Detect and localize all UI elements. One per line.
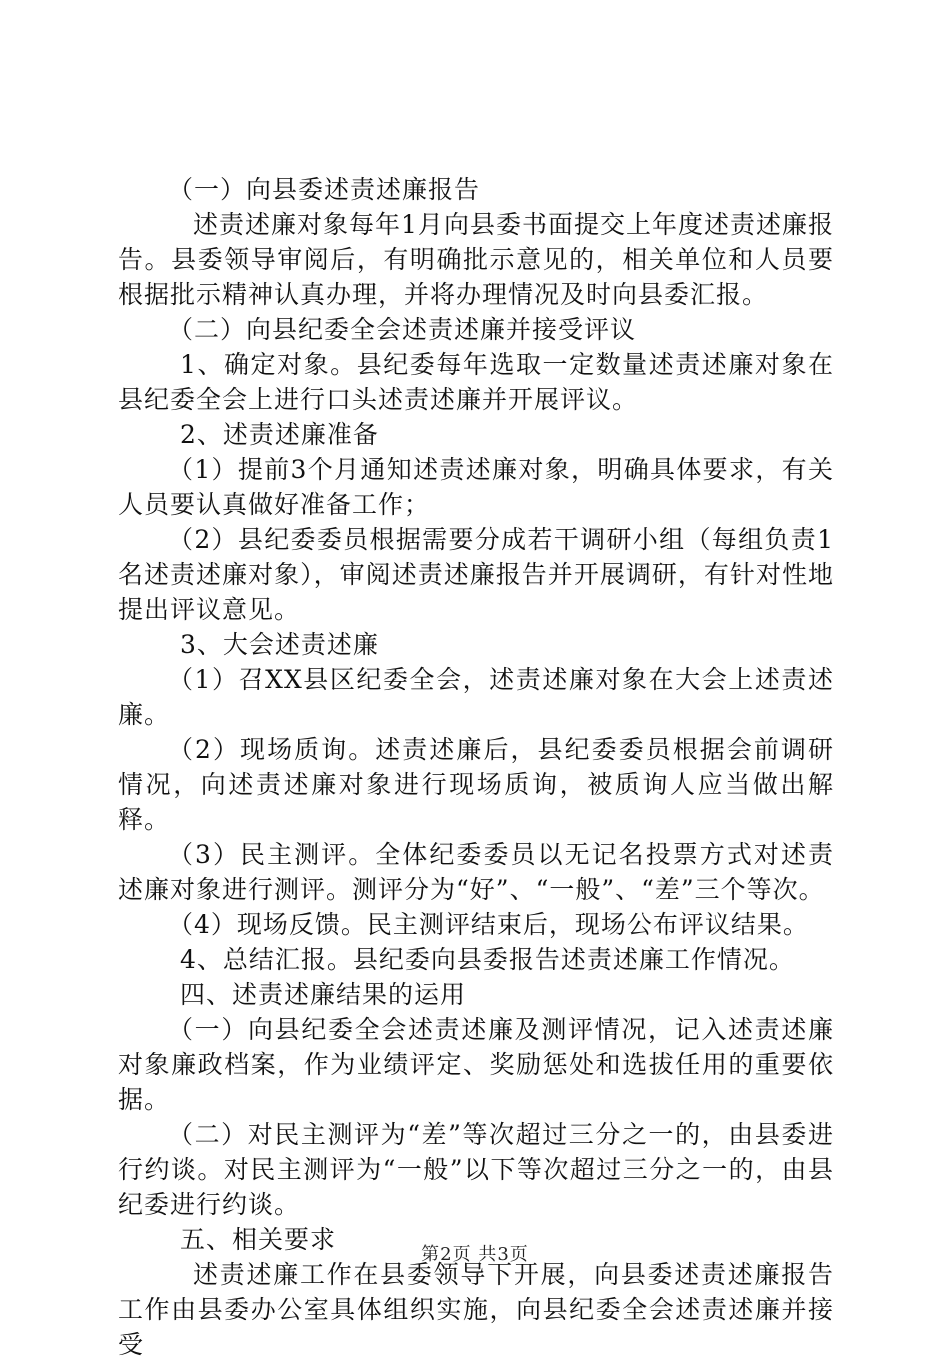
document-body xyxy=(118,172,834,1362)
paragraph: 述责述廉工作在县委领导下开展，向县委述责述廉报告工作由县委办公室具体组织实施，向县纪委全会述责述廉并接受 xyxy=(118,1260,834,1359)
paragraph: （二）对民主测评为“差”等次超过三分之一的，由县委进行约谈。对民主测评为“一般”以下等次超过三分之一的，由县纪委进行约谈。 xyxy=(118,1120,834,1219)
paragraph-subheading: 2、述责述廉准备 xyxy=(180,420,379,449)
page-number-footer: 第2页 共3页 xyxy=(421,1244,529,1265)
paragraph-section-heading: 五、相关要求 xyxy=(180,1225,337,1254)
paragraph: （4）现场反馈。民主测评结束后，现场公布评议结果。 xyxy=(168,910,809,939)
paragraph-subheading: 3、大会述责述廉 xyxy=(180,630,379,659)
paragraph: （一）向县纪委全会述责述廉及测评情况，记入述责述廉对象廉政档案，作为业绩评定、奖励惩处和选拔任用的重要依据。 xyxy=(118,1015,834,1114)
paragraph: 述责述廉对象每年1月向县委书面提交上年度述责述廉报告。县委领导审阅后，有明确批示意见的，相关单位和人员要根据批示精神认真办理，并将办理情况及时向县委汇报。 xyxy=(118,210,834,309)
paragraph: 1、确定对象。县纪委每年选取一定数量述责述廉对象在县纪委全会上进行口头述责述廉并开展评议。 xyxy=(118,350,834,414)
paragraph: （2）现场质询。述责述廉后，县纪委委员根据会前调研情况，向述责述廉对象进行现场质询，被质询人应当做出解释。 xyxy=(118,735,834,834)
paragraph-section-heading: （一）向县委述责述廉报告 xyxy=(168,175,481,204)
paragraph: （1）召XX县区纪委全会，述责述廉对象在大会上述责述廉。 xyxy=(118,665,834,729)
paragraph: （3）民主测评。全体纪委委员以无记名投票方式对述责述廉对象进行测评。测评分为“好”、“一般”、“差”三个等次。 xyxy=(118,840,834,904)
paragraph-section-heading: 四、述责述廉结果的运用 xyxy=(180,980,467,1009)
paragraph-section-heading: （二）向县纪委全会述责述廉并接受评议 xyxy=(168,315,637,344)
paragraph: 4、总结汇报。县纪委向县委报告述责述廉工作情况。 xyxy=(180,945,795,974)
paragraph: （2）县纪委委员根据需要分成若干调研小组（每组负责1名述责述廉对象），审阅述责述廉报告并开展调研，有针对性地提出评议意见。 xyxy=(118,525,834,624)
paragraph: （1）提前3个月通知述责述廉对象，明确具体要求，有关人员要认真做好准备工作； xyxy=(118,455,834,519)
